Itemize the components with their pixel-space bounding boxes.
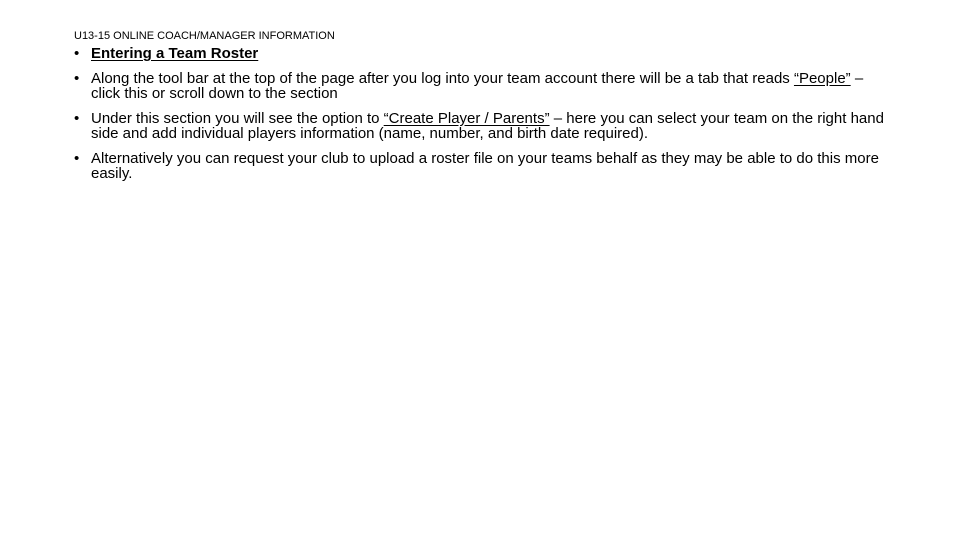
people-tab-text-before: Along the tool bar at the top of the page after you log into your team account there will be a tab that reads (91, 69, 794, 87)
bullet-icon: • (74, 109, 80, 127)
bullet-list (74, 46, 884, 191)
bullet-item-people-tab (74, 71, 884, 102)
bullet-item-club-upload (74, 151, 884, 182)
club-upload-text: Alternatively you can request your club to upload a roster file on your teams behalf as they may be able to do this more easily. (91, 149, 879, 182)
bullet-icon: • (74, 45, 80, 62)
create-player-text-after: – here you can select your team on the right hand side and add individual players information (name, number, and birth date required). (91, 109, 884, 142)
bullet-item-create-player (74, 111, 884, 142)
bullet-item-roster-heading (74, 46, 884, 62)
roster-heading: Entering a Team Roster (91, 45, 259, 62)
create-player-text-before: Under this section you will see the option to (91, 109, 384, 127)
bullet-icon: • (74, 69, 80, 87)
create-player-reference: “Create Player / Parents” (383, 109, 550, 127)
people-tab-text-after: – click this or scroll down to the section (91, 69, 864, 102)
slide-title: U13-15 ONLINE COACH/MANAGER INFORMATION (74, 30, 335, 42)
people-tab-reference: “People” (793, 69, 851, 87)
bullet-icon: • (74, 149, 80, 167)
